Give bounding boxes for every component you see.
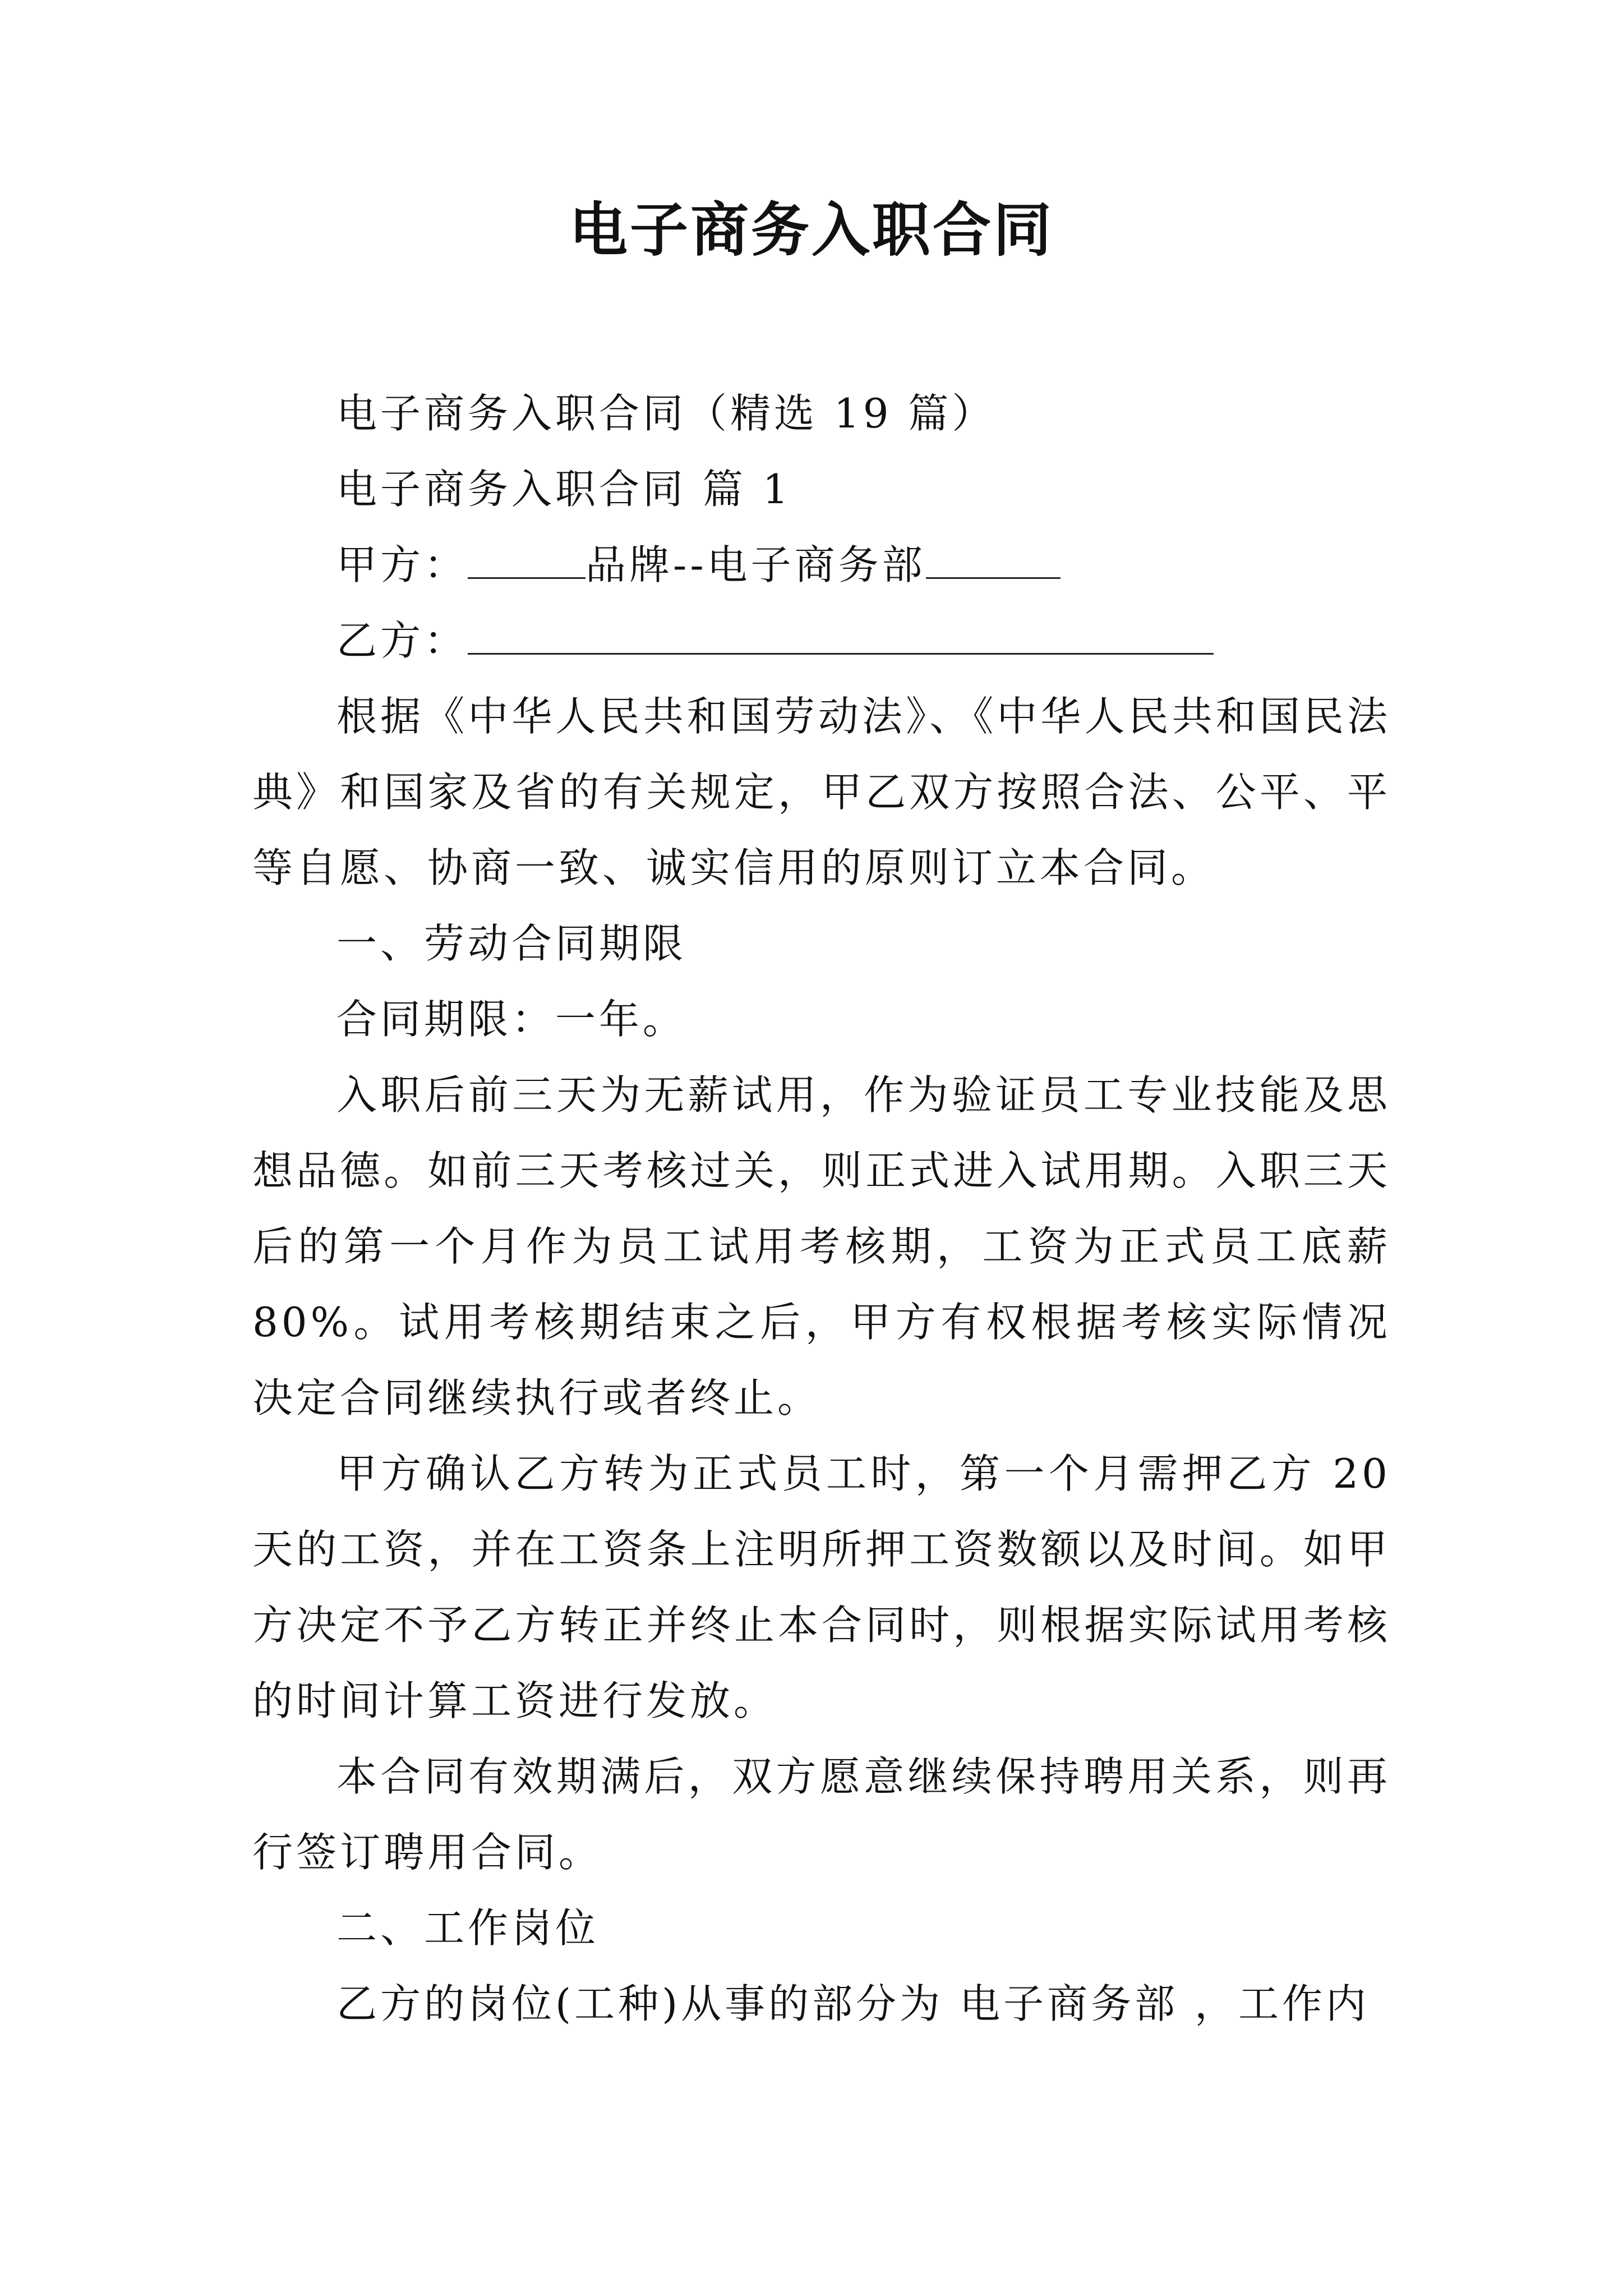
party-a-blank-right [926,577,1061,579]
party-a-value: 品牌--电子商务部 [585,541,926,588]
deposit-paragraph: 甲方确认乙方转为正式员工时，第一个月需押乙方 20 天的工资，并在工资条上注明所押工资数额以及时间。如甲方决定不予乙方转正并终止本合同时，则根据实际试用考核的时间计算工资进行发放。 [252,1450,1391,1724]
section-heading: 电子商务入职合同 篇 1 [336,466,792,513]
probation-paragraph: 入职后前三天为无薪试用，作为验证员工专业技能及思想品德。如前三天考核过关，则正式进入试用期。入职三天后的第一个月作为员工试用考核期，工资为正式员工底薪 80%。试用考核期结束之后，甲方有权根据考核实际情况决定合同继续执行或者终止。 [252,1071,1391,1421]
document-body [252,376,1391,2042]
document-title: 电子商务入职合同 [569,195,1054,264]
heading-job-position: 二、工作岗位 [336,1904,600,1952]
heading-contract-term: 一、劳动合同期限 [336,920,687,967]
term-paragraph: 合同期限：一年。 [336,996,687,1043]
party-b-label: 乙方： [336,617,468,664]
intro-paragraph: 根据《中华人民共和国劳动法》、《中华人民共和国民法典》和国家及省的有关规定，甲乙双方按照合法、公平、平等自愿、协商一致、诚实信用的原则订立本合同。 [252,693,1391,891]
party-a-line [252,527,1391,603]
party-b-blank [468,653,1214,655]
position-paragraph: 乙方的岗位(工种)从事的部分为 电子商务部 ，工作内 [336,1980,1370,2027]
document-subtitle: 电子商务入职合同（精选 19 篇） [336,390,996,437]
party-a-blank-left [468,577,585,579]
renewal-paragraph: 本合同有效期满后，双方愿意继续保持聘用关系，则再行签订聘用合同。 [252,1753,1391,1876]
party-b-line [252,603,1391,679]
party-a-label: 甲方： [336,541,468,588]
